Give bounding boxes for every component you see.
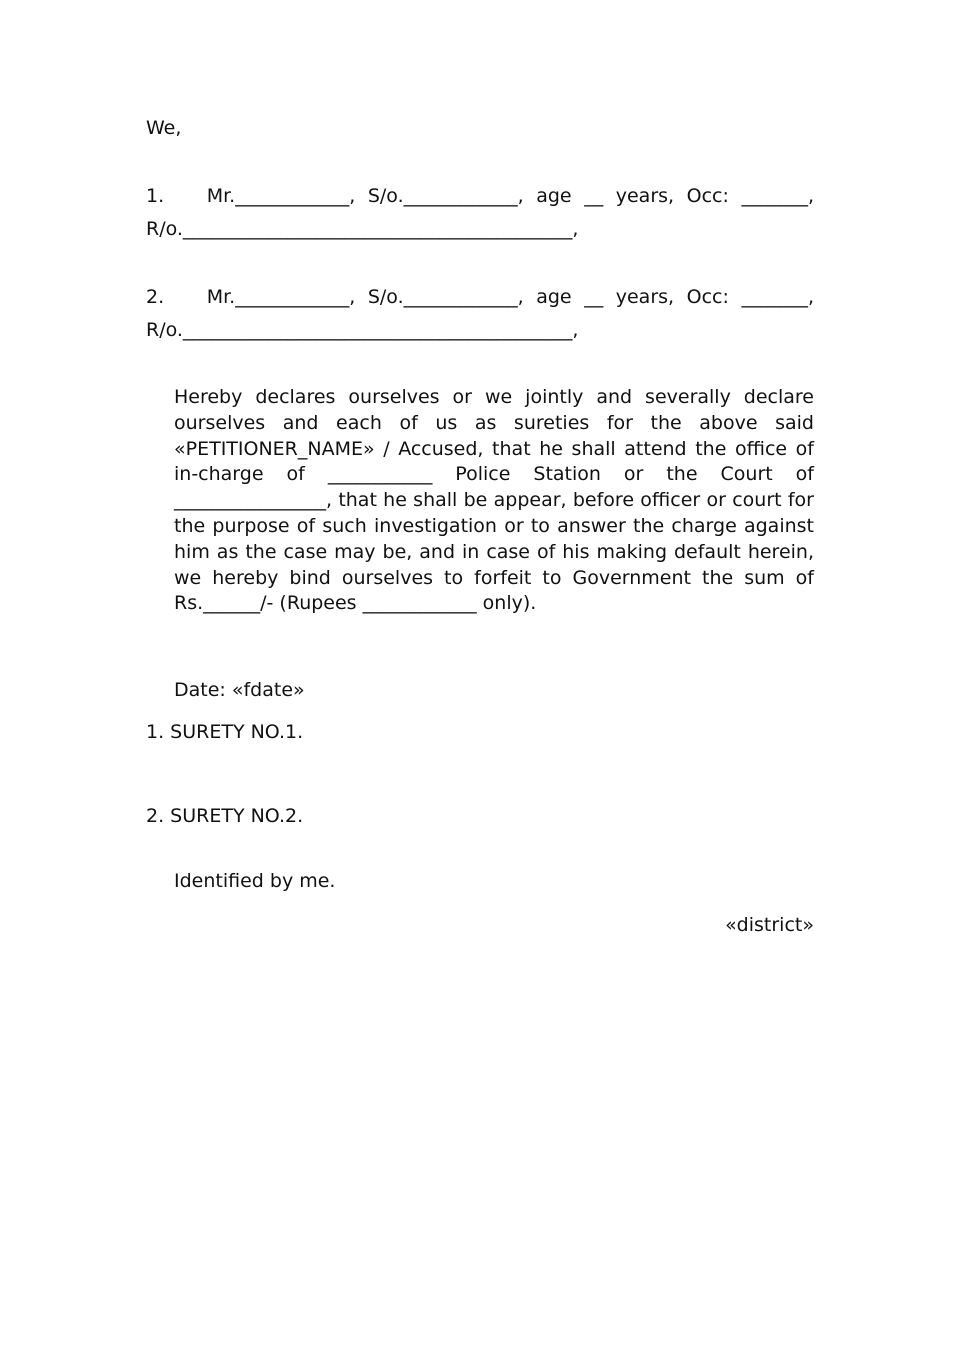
surety-2-signature-label: 2. SURETY NO.2.: [146, 805, 304, 827]
surety-2-number: 2.: [146, 286, 165, 308]
surety-1-occ-label: Occ:: [686, 185, 729, 207]
surety-2-age-label: age: [536, 286, 572, 308]
opening-line: We,: [146, 117, 182, 139]
surety-2-details-line: [146, 285, 814, 309]
surety-1-number: 1.: [146, 185, 165, 207]
surety-1-details-line: [146, 184, 814, 208]
surety-1-residence: R/o._________________________________________,: [146, 218, 579, 240]
surety-2-age-blank: __: [584, 286, 604, 308]
surety-2-years-label: years,: [615, 286, 675, 308]
surety-1-signature-label: 1. SURETY NO.1.: [146, 721, 304, 743]
declaration-paragraph: Hereby declares ourselves or we jointly and severally declare ourselves and each of us as sureties for the above said «PETITIONER_NAME» / Accused, that he shall attend the office of in-charge of ___________ Police Station or the Court of ________________, that he shall be appear, before officer or court for the purpose of such investigation or to answer the charge against him as the case may be, and in case of his making default herein, we hereby bind ourselves to forfeit to Government the sum of Rs.______/- (Rupees ____________ only).: [174, 386, 814, 615]
district-field: «district»: [725, 914, 814, 936]
surety-1-occ-blank: _______,: [741, 185, 814, 207]
surety-1-so: S/o.____________,: [367, 185, 524, 207]
surety-1-age-blank: __: [584, 185, 604, 207]
surety-2-so: S/o.____________,: [367, 286, 524, 308]
surety-1-age-label: age: [536, 185, 572, 207]
surety-2-mr: Mr.____________,: [206, 286, 356, 308]
surety-2-occ-label: Occ:: [686, 286, 729, 308]
surety-1-mr: Mr.____________,: [206, 185, 356, 207]
surety-2-residence: R/o._________________________________________,: [146, 319, 579, 341]
date-line: Date: «fdate»: [174, 679, 305, 701]
surety-2-occ-blank: _______,: [741, 286, 814, 308]
identified-line: Identified by me.: [174, 870, 336, 892]
surety-1-years-label: years,: [615, 185, 675, 207]
